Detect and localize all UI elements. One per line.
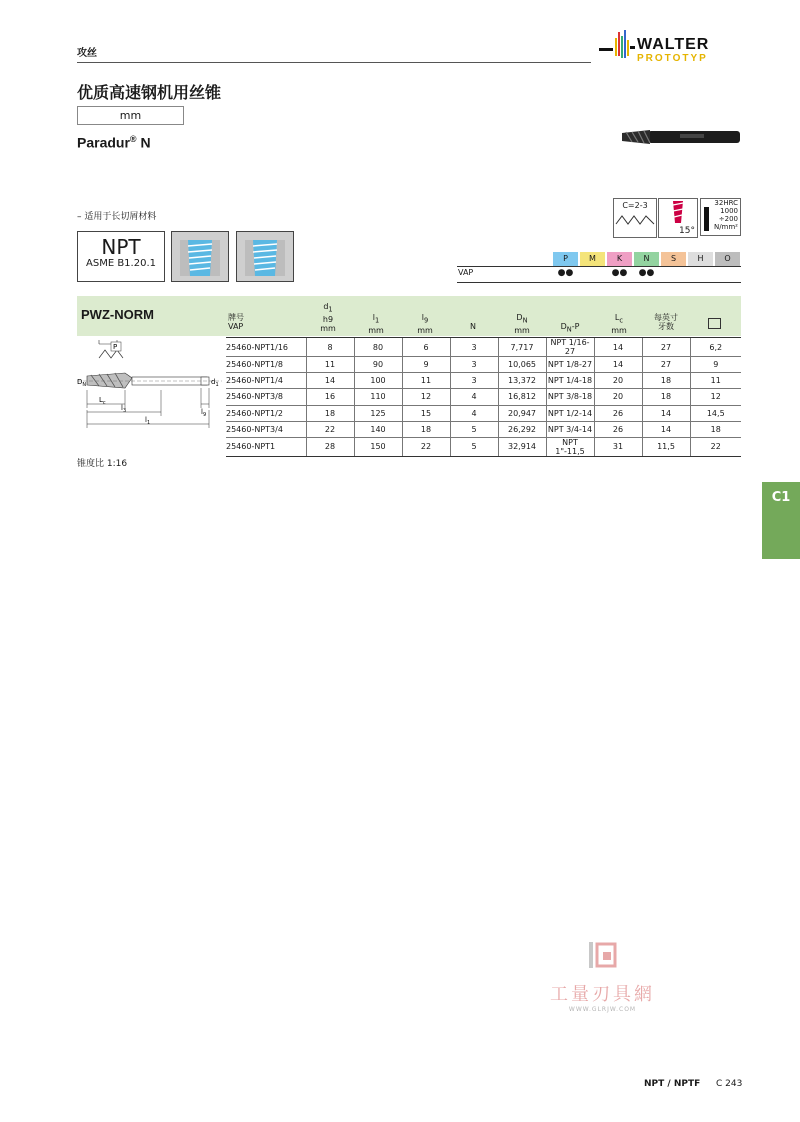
vap-k-rating: ●● [611,268,628,278]
page-title: 优质高速钢机用丝锥 [77,83,222,102]
header-l1-label: l [372,313,375,322]
table-cell: 14,5 [690,405,741,421]
table-cell: 18 [642,389,690,405]
table-cell: 31 [594,437,642,456]
table-cell: 18 [306,405,354,421]
table-cell: 18 [642,373,690,389]
header-d1-tolerance: h9 [322,314,334,324]
table-cell: 25460-NPT1 [226,437,306,456]
watermark-text: 工量刃具網 [550,984,655,1005]
table-row [226,373,741,389]
registered-mark: ® [129,134,137,144]
header-l9-sub: 9 [423,316,429,325]
table-cell: 11 [402,373,450,389]
vap-n-rating: ●● [638,268,655,278]
header-rule [77,62,591,63]
table-cell: NPT 1/2-14 [546,405,594,421]
table-row [226,421,741,437]
table-cell: 20 [594,373,642,389]
header-tpi [644,313,688,331]
table-row [226,405,741,421]
header-d1-sub: 1 [328,305,333,314]
table-cell: 6 [402,338,450,357]
table-cell: 9 [690,357,741,373]
header-brand [228,313,244,331]
table-cell: 3 [450,357,498,373]
chapter-tab[interactable]: C1 [762,482,800,559]
table-row [226,389,741,405]
table-cell: 14 [594,338,642,357]
footer-page-number: C 243 [716,1079,743,1089]
table-cell: 100 [354,373,402,389]
product-suffix: N [140,134,151,151]
material-o: O [715,252,740,266]
table-cell: 8 [306,338,354,357]
logo-wordmark: WALTER [637,36,710,53]
header-dnp-label: D [560,322,567,331]
helix-angle-label: 15° [679,226,695,236]
thread-standard-norm: ASME B1.20.1 [86,258,156,269]
drawing-lc-label: $L_c$ [99,396,106,406]
table-cell: 7,717 [498,338,546,357]
table-cell: 110 [354,389,402,405]
table-row [226,357,741,373]
drawing-pitch-label: P [113,343,118,351]
table-cell: 11 [690,373,741,389]
table-cell: NPT 3/4-14 [546,421,594,437]
drawing-l1-label: $l_1$ [145,416,151,426]
drawing-l3-label: $l_3$ [121,404,127,414]
table-cell: 12 [402,389,450,405]
vap-p-rating: ●● [557,268,574,278]
material-k: K [607,252,632,266]
table-cell: 14 [594,357,642,373]
watermark-logo-icon [583,940,623,970]
chamfer-label: C=2-3 [622,201,648,210]
product-name [77,134,151,151]
logo-bars-icon [597,28,637,68]
thread-standard-box [77,231,165,282]
table-cell: 16 [306,389,354,405]
table-cell: NPT 1"-11,5 [546,437,594,456]
table-row [226,437,741,456]
header-dn-sub: N [522,316,528,325]
table-cell: 3 [450,373,498,389]
material-p: P [553,252,578,266]
stock-checkbox-icon [708,318,721,329]
header-lc-unit: mm [611,325,627,335]
table-cell: NPT 3/8-18 [546,389,594,405]
table-cell: 25460-NPT1/2 [226,405,306,421]
table-cell: 125 [354,405,402,421]
table-cell: 26,292 [498,421,546,437]
table-cell: 15 [402,405,450,421]
table-cell: 14 [642,421,690,437]
header-dn-unit: mm [514,325,530,335]
table-cell: 140 [354,421,402,437]
table-cell: 22 [306,421,354,437]
table-cell: 4 [450,389,498,405]
thread-standard-name: NPT [101,235,141,259]
header-n: N [470,322,476,331]
tap-tool-image [620,127,742,147]
strength-bottom: ÷200 [718,215,738,223]
material-groups [553,252,741,266]
table-cell: NPT 1/8-27 [546,357,594,373]
table-cell: 4 [450,405,498,421]
footer-section: NPT / NPTF [644,1079,701,1089]
helix-angle-icon [658,198,698,238]
material-n: N [634,252,659,266]
header-l9-label: l [421,313,424,322]
product-table [226,337,741,457]
header-tpi-label: 每英寸 [654,313,678,322]
material-h: H [688,252,713,266]
header-lc-sub: c [619,316,624,325]
strength-unit: N/mm² [713,223,738,231]
table-cell: 90 [354,357,402,373]
hardness-bar-icon [704,207,709,231]
table-cell: 27 [642,338,690,357]
table-cell: 5 [450,437,498,456]
header-lc-label: L [614,313,620,322]
header-d1-unit: mm [320,323,336,333]
header-l1-unit: mm [368,325,384,335]
material-s: S [661,252,686,266]
table-cell: 18 [402,421,450,437]
table-section-title: PWZ-NORM [81,307,154,322]
section-label: 攻丝 [77,48,97,59]
product-base-name: Paradur [77,134,130,151]
table-cell: 20,947 [498,405,546,421]
blind-hole-icon [236,231,294,282]
header-dn [502,313,542,335]
table-cell: 25460-NPT1/4 [226,373,306,389]
table-cell: 80 [354,338,402,357]
vap-suitability-row [457,266,741,283]
header-tpi-sub: 牙数 [658,322,674,331]
watermark [535,940,670,1020]
header-dnp-sub: N [566,325,572,334]
table-cell: 9 [402,357,450,373]
table-cell: 3 [450,338,498,357]
table-cell: 14 [642,405,690,421]
hardness-icon [700,198,741,236]
header-d1 [308,302,348,333]
header-dn-label: D [516,313,523,322]
table-cell: 11,5 [642,437,690,456]
table-cell: NPT 1/4-18 [546,373,594,389]
through-hole-icon [171,231,229,282]
header-l9 [405,313,445,335]
header-brand-label: 牌号 [228,313,244,322]
table-cell: 27 [642,357,690,373]
table-cell: 32,914 [498,437,546,456]
tap-dimension-drawing [77,338,225,430]
table-cell: 5 [450,421,498,437]
table-cell: 20 [594,389,642,405]
table-cell: 11 [306,357,354,373]
product-table-body [226,338,741,457]
chamfer-icon [613,198,657,238]
table-cell: 25460-NPT1/16 [226,338,306,357]
unit-badge: mm [77,106,184,125]
table-cell: 26 [594,421,642,437]
header-d1-label: d [323,302,329,311]
table-cell: NPT 1/16-27 [546,338,594,357]
table-cell: 13,372 [498,373,546,389]
header-lc [598,313,640,335]
taper-note: 锥度比 1:16 [77,459,128,469]
brand-logo [597,28,742,68]
header-l1 [356,313,396,335]
table-cell: 12 [690,389,741,405]
header-l9-unit: mm [417,325,433,335]
vap-row-label: VAP [458,268,474,277]
table-cell: 25460-NPT3/4 [226,421,306,437]
header-l1-sub: 1 [374,316,380,325]
table-cell: 28 [306,437,354,456]
hardness-label: 32HRC [714,199,738,207]
logo-subtitle: PROTOTYP [637,53,708,64]
usage-note: – 适用于长切屑材料 [77,212,157,222]
table-cell: 25460-NPT1/8 [226,357,306,373]
table-cell: 14 [306,373,354,389]
drawing-d1-label: $d_1$ [211,378,219,388]
watermark-url: WWW.GLRJW.COM [568,1006,637,1013]
drawing-dn-label: $D_N$ [77,378,87,388]
table-cell: 16,812 [498,389,546,405]
drawing-l9-label: $l_9$ [201,408,207,418]
header-dnp-suffix: -P [571,322,580,331]
material-m: M [580,252,605,266]
table-cell: 22 [402,437,450,456]
table-cell: 18 [690,421,741,437]
table-row [226,338,741,357]
table-cell: 6,2 [690,338,741,357]
table-cell: 150 [354,437,402,456]
header-dnp [546,322,594,335]
header-brand-sub: VAP [228,322,244,331]
table-cell: 22 [690,437,741,456]
strength-top: 1000 [720,207,738,215]
table-cell: 25460-NPT3/8 [226,389,306,405]
table-cell: 26 [594,405,642,421]
table-cell: 10,065 [498,357,546,373]
